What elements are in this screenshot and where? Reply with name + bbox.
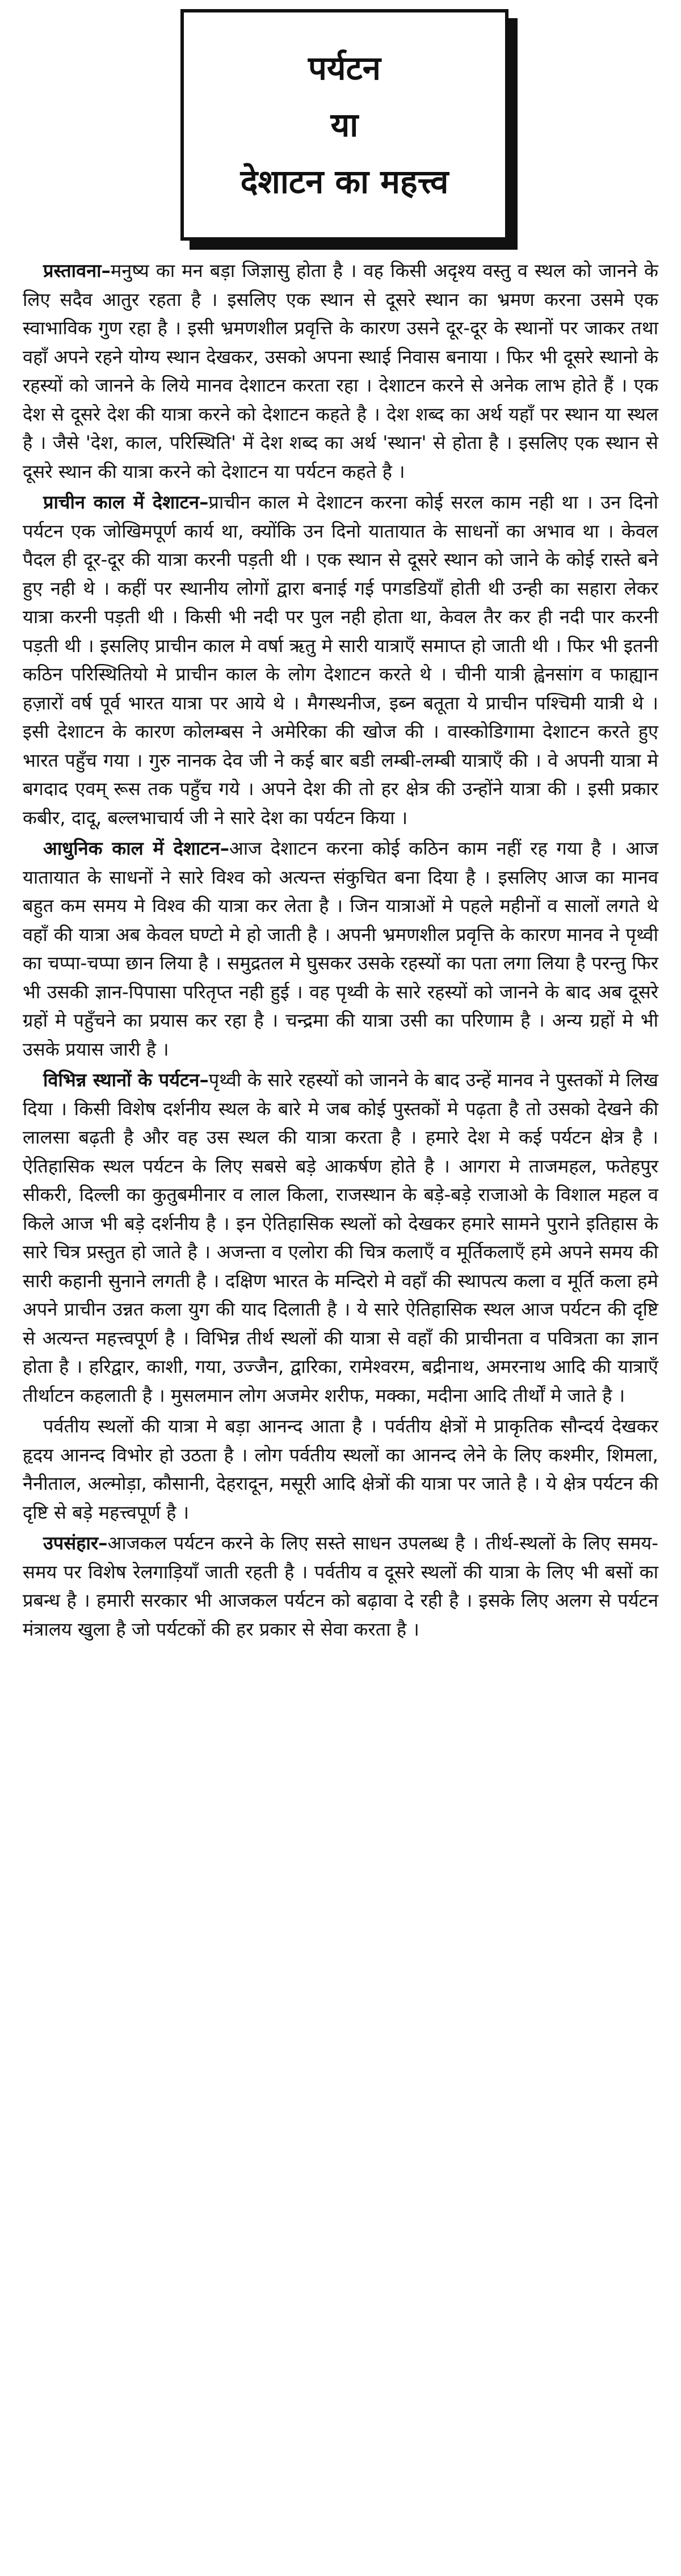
paragraph-modern-times [23,834,658,1064]
paragraph-text: पृथ्वी के सारे रहस्यों को जानने के बाद उन्हें मानव ने पुस्तकों मे लिख दिया । किसी विशेष दर्शनीय स्थल के बारे मे जब कोई पुस्तकों मे पढ़ता है तो उसको देखने की लालसा बढ़ती है और वह उस स्थल की यात्रा करता है । हमारे देश मे कई पर्यटन क्षेत्र है । ऐतिहासिक स्थल पर्यटन के लिए सबसे बड़े आकर्षण होते है । आगरा मे ताजमहल, फतेहपुर सीकरी, दिल्ली का कुतुबमीनार व लाल किला, राजस्थान के बड़े-बड़े राजाओ के विशाल महल व किले आज भी बड़े दर्शनीय है । इन ऐतिहासिक स्थलों को देखकर हमारे सामने पुराने इतिहास के सारे चित्र प्रस्तुत हो जाते है । अजन्ता व एलोरा की चित्र कलाएँ व मूर्तिकलाएँ हमे अपने समय की सारी कहानी सुनाने लगती है । दक्षिण भारत के मन्दिरो मे वहाँ की स्थापत्य कला व मूर्ति कला हमे अपने प्राचीन उन्नत कला युग की याद दिलाती है । ये सारे ऐतिहासिक स्थल आज पर्यटन की दृष्टि से अत्यन्त महत्त्वपूर्ण है । विभिन्न तीर्थ स्थलों की यात्रा से वहाँ की प्राचीनता व पवित्रता का ज्ञान होता है । हरिद्वार, काशी, गया, उज्जैन, द्वारिका, रामेश्वरम, बद्रीनाथ, अमरनाथ आदि की यात्राएँ तीर्थाटन कहलाती है । मुसलमान लोग अजमेर शरीफ, मक्का, मदीना आदि तीर्थों मे जाते है । [23,1069,658,1406]
paragraph-conclusion [23,1529,658,1644]
paragraph-lead: आधुनिक काल में देशाटन– [43,838,229,859]
paragraph-lead: उपसंहार– [43,1532,108,1554]
paragraph-ancient-times [23,488,658,832]
paragraph-text: आजकल पर्यटन करने के लिए सस्ते साधन उपलब्ध है । तीर्थ-स्थलों के लिए समय-समय पर विशेष रेलगाड़ियाँ जाती रहती है । पर्वतीय व दूसरे स्थलों की यात्रा के लिए भी बसों का प्रबन्ध है । हमारी सरकार भी आजकल पर्यटन को बढ़ावा दे रही है । इसके लिए अलग से पर्यटन मंत्रालय खुला है जो पर्यटकों की हर प्रकार से सेवा करता है । [23,1532,658,1640]
title-line-3: देशाटन का महत्त्व [240,162,449,201]
paragraph-text: मनुष्य का मन बड़ा जिज्ञासु होता है । वह किसी अदृश्य वस्तु व स्थल को जानने के लिए सदैव आतुर रहता है । इसलिए एक स्थान से दूसरे स्थान का भ्रमण करना उसमे एक स्वाभाविक गुण रहा है । इसी भ्रमणशील प्रवृत्ति के कारण उसने दूर-दूर के स्थानों पर जाकर तथा वहाँ अपने रहने योग्य स्थान देखकर, उसको अपना स्थाई निवास बनाया । फिर भी दूसरे स्थानो के रहस्यों को जानने के लिये मानव देशाटन करता रहा । देशाटन करने से अनेक लाभ होते हैं । एक देश से दूसरे देश की यात्रा करने को देशाटन कहते है । देश शब्द का अर्थ यहाँ पर स्थान या स्थल है । जैसे 'देश, काल, परिस्थिति' में देश शब्द का अर्थ 'स्थान' से होता है । इसलिए एक स्थान से दूसरे स्थान की यात्रा करने को देशाटन या पर्यटन कहते है । [23,260,658,482]
paragraph-lead: प्राचीन काल में देशाटन– [43,491,209,513]
paragraph-text: प्राचीन काल मे देशाटन करना कोई सरल काम नही था । उन दिनो पर्यटन एक जोखिमपूर्ण कार्य था, क्योंकि उन दिनो यातायात के साधनों का अभाव था । केवल पैदल ही दूर-दूर की यात्रा करनी पड़ती थी । एक स्थान से दूसरे स्थान को जाने के कोई रास्ते बने हुए नही थे । कहीं पर स्थानीय लोगों द्वारा बनाई गई पगडडियाँ होती थी उन्ही का सहारा लेकर यात्रा करनी पड़ती थी । किसी भी नदी पर पुल नही होता था, केवल तैर कर ही नदी पार करनी पड़ती थी । इसलिए प्राचीन काल मे वर्षा ऋतु मे सारी यात्राएँ समाप्त हो जाती थी । फिर भी इतनी कठिन परिस्थितियो मे प्राचीन काल के लोग देशाटन करते थे । चीनी यात्री ह्वेनसांग व फाह्यान हज़ारों वर्ष पूर्व भारत यात्रा पर आये थे । मैगस्थनीज, इब्न बतूता ये प्राचीन पश्चिमी यात्री थे । इसी देशाटन के कारण कोलम्बस ने अमेरिका की खोज की । वास्कोडिगामा देशाटन करते हुए भारत पहुँच गया । गुरु नानक देव जी ने कई बार बडी लम्बी-लम्बी यात्राएँ की । वे अपनी यात्रा मे बगदाद एवम् रूस तक पहुँच गये । अपने देश की तो हर क्षेत्र की उन्होंने यात्रा की । इसी प्रकार कबीर, दादू, बल्लभाचार्य जी ने सारे देश का पर्यटन किया । [23,491,658,829]
paragraph-various-places [23,1066,658,1410]
paragraph-hill-stations [23,1412,658,1527]
essay-body [23,257,658,1644]
paragraph-text: पर्वतीय स्थलों की यात्रा मे बड़ा आनन्द आता है । पर्वतीय क्षेत्रों मे प्राकृतिक सौन्दर्य देखकर हृदय आनन्द विभोर हो उठता है । लोग पर्वतीय स्थलों का आनन्द लेने के लिए कश्मीर, शिमला, नैनीताल, अल्मोड़ा, कौसानी, देहरादून, मसूरी आदि क्षेत्रों की यात्रा पर जाते है । ये क्षेत्र पर्यटन की दृष्टि से बड़े महत्त्वपूर्ण है । [23,1415,658,1523]
title-line-1: पर्यटन [308,49,381,87]
paragraph-lead: प्रस्तावना– [43,260,111,281]
paragraph-lead: विभिन्न स्थानों के पर्यटन– [43,1069,209,1091]
title-line-2: या [330,106,359,144]
paragraph-introduction [23,257,658,486]
title-box [180,9,508,241]
paragraph-text: आज देशाटन करना कोई कठिन काम नहीं रह गया है । आज यातायात के साधनों ने सारे विश्व को अत्यन्त संकुचित बना दिया है । इसलिए आज का मानव बहुत कम समय मे विश्व की यात्रा कर लेता है । जिन यात्राओं मे पहले महीनों व सालों लगते थे वहाँ की यात्रा अब केवल घण्टो मे हो जाती है । अपनी भ्रमणशील प्रवृत्ति के कारण मानव ने पृथ्वी का चप्पा-चप्पा छान लिया है । समुद्रतल मे घुसकर उसके रहस्यों का पता लगा लिया है परन्तु फिर भी उसकी ज्ञान-पिपासा परितृप्त नही हुई । वह पृथ्वी के सारे रहस्यों को जानने के बाद अब दूसरे ग्रहों मे पहुँचने का प्रयास कर रहा है । चन्द्रमा की यात्रा उसी का परिणाम है । अन्य ग्रहों मे भी उसके प्रयास जारी है । [23,838,658,1060]
